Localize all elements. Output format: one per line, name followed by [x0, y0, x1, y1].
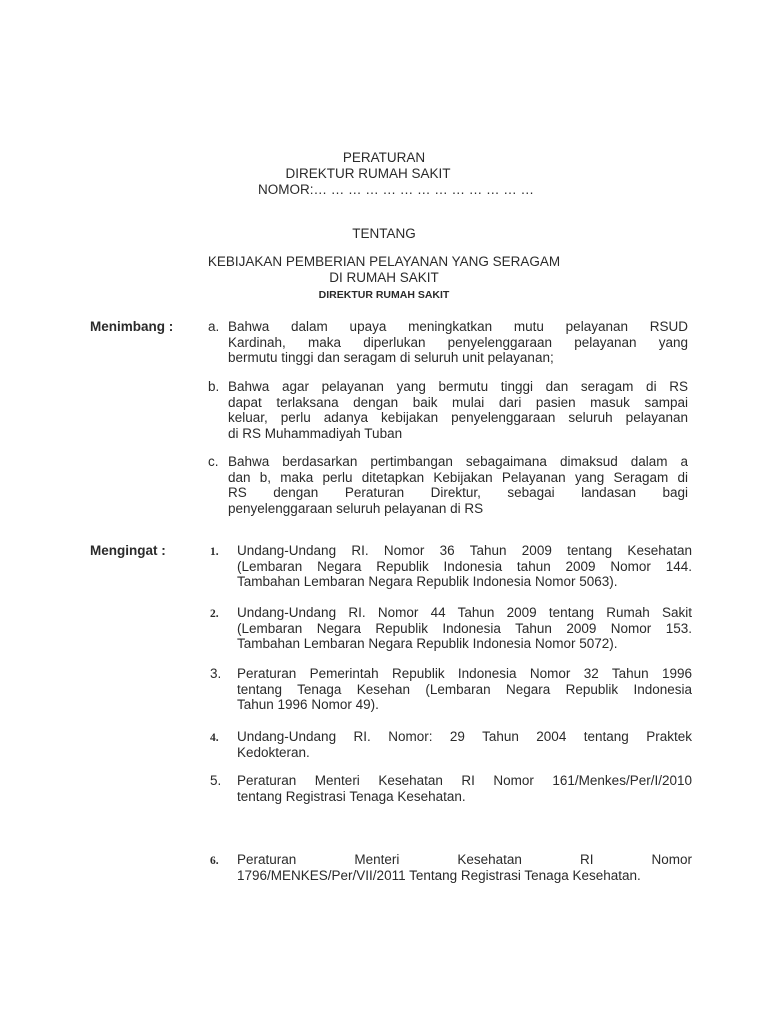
list-item-line: RS dengan Peraturan Direktur, sebagai landasan bagi — [228, 485, 688, 501]
doc-subject-2: DI RUMAH SAKIT — [329, 270, 439, 285]
list-marker: a. — [208, 319, 220, 334]
list-marker: 2. — [210, 608, 219, 620]
list-marker: 5. — [210, 773, 222, 788]
list-item-line: keluar, perlu adanya kebijakan penyelenggaraan seluruh pelayanan — [228, 410, 688, 426]
list-item — [237, 605, 692, 652]
doc-title-issuer: DIREKTUR RUMAH SAKIT — [285, 166, 451, 181]
list-marker: 6. — [210, 855, 219, 867]
list-item-line: penyelenggaraan seluruh pelayanan di RS — [228, 500, 484, 516]
list-item — [228, 454, 688, 516]
list-item-line: Undang-Undang RI. Nomor 36 Tahun 2009 tentang Kesehatan — [237, 543, 692, 558]
list-item-line: Peraturan Pemerintah Republik Indonesia Nomor 32 Tahun 1996 — [237, 666, 692, 681]
list-marker: b. — [208, 379, 220, 394]
list-item-line: Peraturan Menteri Kesehatan RI Nomor — [237, 852, 692, 867]
mengingat-label: Mengingat : — [90, 543, 166, 558]
doc-title: PERATURAN — [342, 150, 426, 165]
list-item-line: Tambahan Lembaran Negara Republik Indonesia Nomor 5072). — [237, 636, 618, 652]
list-item — [228, 319, 688, 366]
list-item-line: (Lembaran Negara Republik Indonesia Tahun 2009 Nomor 153. — [237, 620, 692, 636]
list-item-line: tentang Registrasi Tenaga Kesehatan. — [237, 788, 466, 804]
issuer-heading: DIREKTUR RUMAH SAKIT — [318, 289, 450, 301]
list-item-line: 1796/MENKES/Per/VII/2011 Tentang Registrasi Tenaga Kesehatan. — [237, 867, 641, 883]
list-item-line: Kedokteran. — [237, 744, 310, 760]
list-item-line: Undang-Undang RI. Nomor: 29 Tahun 2004 tentang Praktek — [237, 729, 692, 744]
list-item-line: dapat terlaksana dengan baik mulai dari pasien masuk sampai — [228, 394, 688, 410]
list-item — [237, 729, 692, 760]
doc-number: NOMOR:… … … … … … … … … … … … … — [258, 182, 535, 197]
list-item-line: di RS Muhammadiyah Tuban — [228, 425, 403, 441]
list-marker: 3. — [210, 666, 222, 681]
list-marker: 4. — [210, 732, 219, 744]
list-item-line: Bahwa berdasarkan pertimbangan sebagaimana dimaksud dalam a — [228, 454, 688, 469]
list-item-line: bermutu tinggi dan seragam di seluruh unit pelayanan; — [228, 350, 554, 366]
list-item — [237, 773, 692, 804]
tentang-heading: TENTANG — [352, 226, 416, 241]
list-item-line: Kardinah, maka diperlukan penyelenggaraan pelayanan yang — [228, 334, 688, 350]
list-item — [228, 379, 688, 441]
list-item-line: Tahun 1996 Nomor 49). — [237, 697, 379, 713]
list-item-line: dan b, maka perlu ditetapkan Kebijakan Pelayanan yang Seragam di — [228, 469, 688, 485]
list-marker: 1. — [210, 546, 219, 558]
list-item — [237, 852, 692, 883]
list-marker: c. — [208, 454, 219, 469]
doc-subject: KEBIJAKAN PEMBERIAN PELAYANAN YANG SERAGAM — [207, 254, 561, 269]
list-item-line: Undang-Undang RI. Nomor 44 Tahun 2009 tentang Rumah Sakit — [237, 605, 692, 620]
list-item — [237, 666, 692, 713]
list-item-line: (Lembaran Negara Republik Indonesia tahun 2009 Nomor 144. — [237, 558, 692, 574]
list-item-line: tentang Tenaga Kesehan (Lembaran Negara Republik Indonesia — [237, 681, 692, 697]
list-item-line: Bahwa dalam upaya meningkatkan mutu pelayanan RSUD — [228, 319, 688, 334]
list-item — [237, 543, 692, 590]
menimbang-label: Menimbang : — [90, 319, 174, 334]
list-item-line: Tambahan Lembaran Negara Republik Indonesia Nomor 5063). — [237, 574, 618, 590]
list-item-line: Peraturan Menteri Kesehatan RI Nomor 161/Menkes/Per/I/2010 — [237, 773, 692, 788]
list-item-line: Bahwa agar pelayanan yang bermutu tinggi dan seragam di RS — [228, 379, 688, 394]
